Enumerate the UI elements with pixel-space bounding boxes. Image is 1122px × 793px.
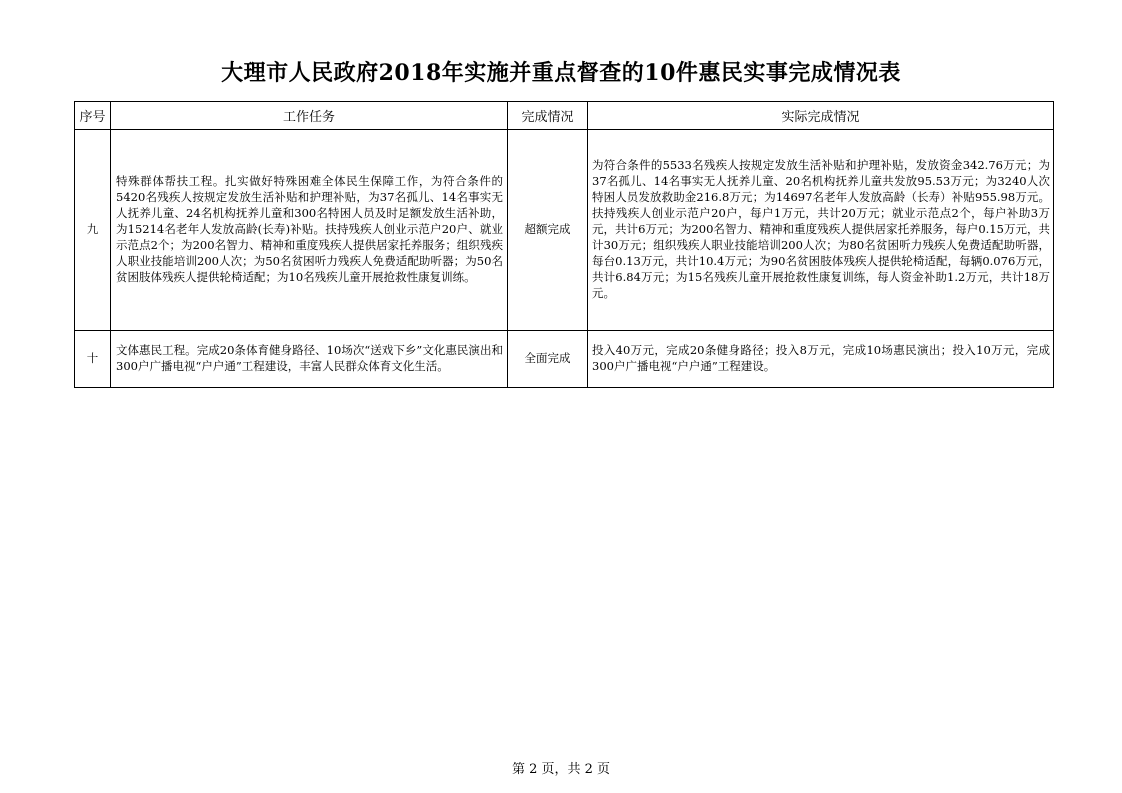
header-seq: 序号	[75, 102, 111, 130]
row-status: 超额完成	[508, 130, 588, 331]
table-header-row	[75, 102, 1054, 130]
row-actual: 为符合条件的5533名残疾人按规定发放生活补贴和护理补贴，发放资金342.76万元；为37名孤儿、14名事实无人抚养儿童、20名机构抚养儿童共发放95.53万元；为3240人次特困人员发放救助金216.8万元；为14697名老年人发放高龄（长寿）补贴955.98万元。扶持残疾人创业示范户20户，每户1万元，共计20万元；就业示范点2个，每户补助3万元，共计6万元；为200名智力、精神和重度残疾人提供居家托养服务，每户0.15万元，共计30万元；组织残疾人职业技能培训200人次；为80名贫困听力残疾人免费适配助听器，每台0.13万元，共计10.4万元；为90名贫困肢体残疾人提供轮椅适配，每辆0.076万元，共计6.84万元；为15名残疾儿童开展抢救性康复训练，每人资金补助1.2万元，共计18万元。	[588, 130, 1054, 331]
header-task: 工作任务	[111, 102, 508, 130]
completion-table	[74, 101, 1054, 388]
row-task: 文体惠民工程。完成20条体育健身路径、10场次“送戏下乡”文化惠民演出和300户广播电视“户户通”工程建设，丰富人民群众体育文化生活。	[111, 331, 508, 388]
row-actual: 投入40万元，完成20条健身路径；投入8万元，完成10场惠民演出；投入10万元，完成300户广播电视“户户通”工程建设。	[588, 331, 1054, 388]
row-task: 特殊群体帮扶工程。扎实做好特殊困难全体民生保障工作，为符合条件的5420名残疾人按规定发放生活补贴和护理补贴，为37名孤儿、14名事实无人抚养儿童、24名机构抚养儿童和300名特困人员及时足额发放生活补助，为15214名老年人发放高龄(长寿)补贴。扶持残疾人创业示范户20户、就业示范点2个；为200名智力、精神和重度残疾人提供居家托养服务；组织残疾人职业技能培训200人次；为50名贫困听力残疾人免费适配助听器；为50名贫困肢体残疾人提供轮椅适配；为10名残疾儿童开展抢救性康复训练。	[111, 130, 508, 331]
header-status: 完成情况	[508, 102, 588, 130]
row-seq: 九	[75, 130, 111, 331]
table-row	[75, 331, 1054, 388]
row-status: 全面完成	[508, 331, 588, 388]
page-title: 大理市人民政府2018年实施并重点督查的10件惠民实事完成情况表	[221, 60, 901, 86]
table-row	[75, 130, 1054, 331]
page-footer: 第 2 页，共 2 页	[511, 762, 611, 777]
header-actual: 实际完成情况	[588, 102, 1054, 130]
row-seq: 十	[75, 331, 111, 388]
